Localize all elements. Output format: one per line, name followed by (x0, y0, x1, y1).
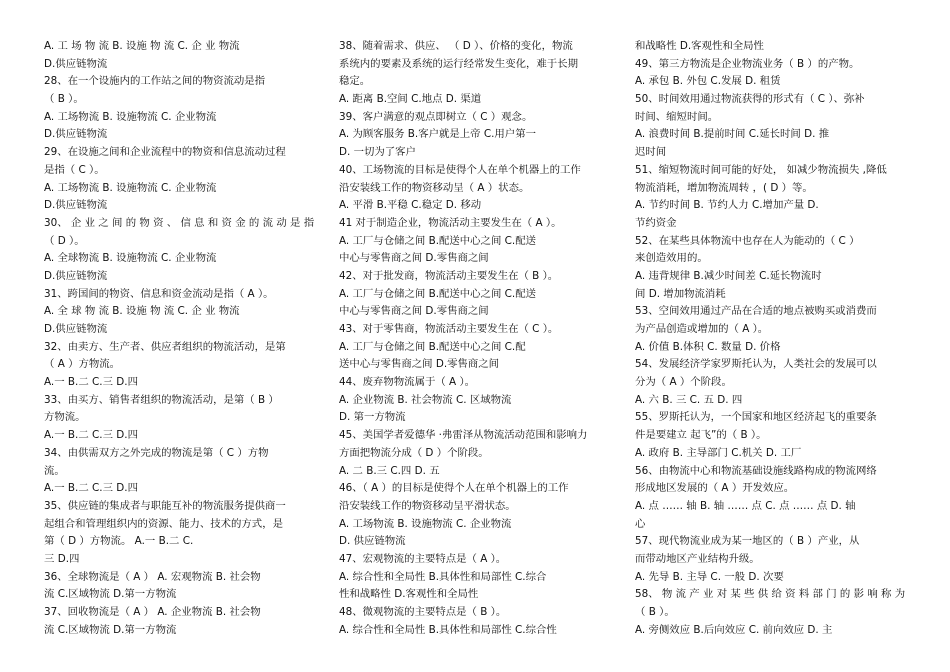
text-line: （ D ）。 (44, 234, 85, 247)
text-line: 是指（ C ）。 (44, 163, 105, 176)
text-line: A. 工 场 物 流 B. 设施 物 流 C. 企 业 物流 (44, 40, 240, 52)
text-line: A. 工厂与仓储之间 B.配送中心之间 C.配 (339, 340, 526, 353)
text-line: 件是要建立 起飞”的（ B ）。 (635, 429, 767, 442)
text-line: D.供应链物流 (44, 269, 108, 282)
text-line: 42、对于批发商，物流活动主要发生在（ B ）。 (339, 269, 559, 282)
text-line: 而带动地区产业结构升级。 (635, 552, 760, 565)
text-column-right (635, 38, 911, 639)
text-line: A. 综合性和全局性 B.具体性和局部性 C.综合 (339, 570, 547, 583)
text-line: 44、废弃物物流属于（ A ）。 (339, 376, 476, 389)
text-line: 31、跨国间的物资、信息和资金流动是指（ A ）。 (44, 287, 274, 300)
text-line: A. 浪费时间 B.提前时间 C.延长时间 D. 推 (635, 128, 830, 141)
text-line: 送中心与零售商之间 D.零售商之间 (339, 358, 500, 371)
text-line: 41 对于制造企业，物流活动主要发生在（ A ）。 (339, 216, 562, 229)
text-line: A. 点 …… 轴 B. 轴 …… 点 C. 点 …… 点 D. 轴 (635, 499, 856, 512)
text-line: 分为（ A ）个阶段。 (635, 376, 732, 389)
text-line: A. 节约时间 B. 节约人力 C.增加产量 D. (635, 199, 819, 212)
text-line: D. 第一方物流 (339, 411, 406, 424)
text-line: 节约资金 (635, 216, 677, 229)
text-line: 流。 (44, 464, 65, 477)
text-line: 48、微观物流的主要特点是（ B ）。 (339, 606, 507, 618)
text-line: A. 六 B. 三 C. 五 D. 四 (635, 393, 743, 406)
text-line: 43、对于零售商，物流活动主要发生在（ C ）。 (339, 323, 559, 335)
text-line: 34、由供需双方之外完成的物流是第（ C ）方物 (44, 446, 269, 459)
text-line: 38、随着需求、供应、 （ D ）、价格的变化，物流 (339, 40, 573, 52)
text-line: A. 综合性和全局性 B.具体性和局部性 C.综合性 (339, 623, 557, 636)
text-line: 58、 物 流 产 业 对 某 些 供 给 资 料 部 门 的 影 响 称 为 (635, 588, 906, 601)
text-line: 沿安装线工作的物资移动呈（ A ）状态。 (339, 181, 530, 194)
text-line: 流 C.区域物流 D.第一方物流 (44, 623, 177, 636)
text-line: 稳定。 (339, 75, 371, 88)
text-line: 33、由买方、销售者组织的物流活动，是第（ B ） (44, 393, 279, 406)
text-line: A.一 B.二 C.三 D.四 (44, 429, 138, 442)
text-line: 为产品创造或增加的（ A ）。 (635, 323, 769, 335)
text-line: A. 承包 B. 外包 C.发展 D. 租赁 (635, 75, 781, 88)
text-line: （ B ）。 (44, 93, 84, 106)
text-line: 30、 企 业 之 间 的 物 资 、 信 息 和 资 金 的 流 动 是 指 (44, 216, 315, 229)
text-line: 29、在设施之间和企业流程中的物资和信息流动过程 (44, 146, 286, 159)
text-line: 心 (635, 517, 646, 530)
text-line: 迟时间 (635, 146, 667, 159)
text-line: A. 为顾客服务 B.客户就是上帝 C.用户第一 (339, 128, 536, 141)
text-line: A. 工场物流 B. 设施物流 C. 企业物流 (339, 517, 512, 530)
text-line: 57、现代物流业成为某一地区的（ B ）产业，从 (635, 535, 860, 548)
text-line: A. 工厂与仓储之间 B.配送中心之间 C.配送 (339, 287, 536, 300)
text-line: 方面把物流分成（ D ）个阶段。 (339, 446, 489, 459)
text-line: 方物流。 (44, 411, 86, 424)
text-line: 沿安装线工作的物资移动呈平滑状态。 (339, 499, 516, 512)
text-line: A. 二 B.三 C.四 D. 五 (339, 464, 440, 477)
text-line: A. 工场物流 B. 设施物流 C. 企业物流 (44, 110, 217, 123)
text-line: 和战略性 D.客观性和全局性 (635, 40, 764, 52)
text-line: 36、全球物流是（ A ） A. 宏观物流 B. 社会物 (44, 570, 261, 583)
text-line: 性和战略性 D.客观性和全局性 (339, 588, 479, 601)
text-line: D.供应链物流 (44, 57, 108, 70)
text-line: A. 先导 B. 主导 C. 一般 D. 次要 (635, 570, 784, 583)
text-line: D. 一切为了客户 (339, 146, 416, 159)
text-line: A. 距离 B.空间 C.地点 D. 渠道 (339, 93, 482, 106)
text-line: A. 平滑 B.平稳 C.稳定 D. 移动 (339, 199, 482, 212)
text-line: 45、美国学者爱德华 ·弗雷泽从物流活动范围和影响力 (339, 429, 588, 442)
text-line: 形成地区发展的（ A ）开发效应。 (635, 482, 795, 495)
text-line: A. 工厂与仓储之间 B.配送中心之间 C.配送 (339, 234, 536, 247)
text-line: 三 D.四 (44, 552, 80, 565)
text-line: 56、由物流中心和物流基础设施线路构成的物流网络 (635, 464, 877, 477)
text-line: （ B ）。 (635, 606, 675, 618)
text-line: A. 全球物流 B. 设施物流 C. 企业物流 (44, 252, 217, 265)
text-line: A. 违背规律 B.减少时间差 C.延长物流时 (635, 269, 822, 282)
text-line: 中心与零售商之间 D.零售商之间 (339, 305, 489, 318)
text-line: 55、罗斯托认为，一个国家和地区经济起飞的重要条 (635, 411, 877, 424)
text-line: A. 全 球 物 流 B. 设施 物 流 C. 企 业 物流 (44, 305, 240, 318)
text-line: A.一 B.二 C.三 D.四 (44, 482, 138, 495)
text-line: D. 供应链物流 (339, 535, 406, 548)
text-line: 35、供应链的集成者与职能互补的物流服务提供商一 (44, 499, 286, 512)
text-line: 49、第三方物流是企业物流业务（ B ）的产物。 (635, 57, 860, 70)
text-line: 47、宏观物流的主要特点是（ A ）。 (339, 552, 507, 565)
text-line: D.供应链物流 (44, 128, 108, 141)
text-line: 46、（ A ）的目标是使得个人在单个机器上的工作 (339, 482, 569, 495)
text-line: 起组合和管理组织内的资源、能力、技术的方式，是 (44, 517, 283, 530)
text-line: A. 企业物流 B. 社会物流 C. 区域物流 (339, 393, 512, 406)
text-line: 时间、缩短时间。 (635, 110, 719, 123)
text-line: A.一 B.二 C.三 D.四 (44, 376, 138, 389)
text-line: 间 D. 增加物流消耗 (635, 287, 726, 300)
text-column-left (44, 38, 334, 639)
text-line: 40、工场物流的目标是使得个人在单个机器上的工作 (339, 163, 581, 176)
text-line: A. 旁侧效应 B.后向效应 C. 前向效应 D. 主 (635, 623, 833, 636)
text-line: A. 政府 B. 主导部门 C.机关 D. 工厂 (635, 446, 802, 459)
text-line: 32、由卖方、生产者、供应者组织的物流活动，是第 (44, 340, 286, 353)
text-line: A. 价值 B.体积 C. 数量 D. 价格 (635, 340, 781, 353)
text-line: A. 工场物流 B. 设施物流 C. 企业物流 (44, 181, 217, 194)
text-line: 流 C.区域物流 D.第一方物流 (44, 588, 177, 601)
text-line: 第（ D ）方物流。 A.一 B.二 C. (44, 535, 194, 548)
text-line: 28、在一个设施内的工作站之间的物资流动是指 (44, 75, 266, 88)
text-line: D.供应链物流 (44, 323, 108, 335)
text-line: 来创造效用的。 (635, 252, 708, 265)
text-line: D.供应链物流 (44, 199, 108, 212)
text-line: 53、空间效用通过产品在合适的地点被购买或消费而 (635, 305, 877, 318)
text-line: 51、缩短物流时间可能的好处， 如减少物流损失 ,降低 (635, 163, 887, 176)
text-line: 37、回收物流是（ A ） A. 企业物流 B. 社会物 (44, 606, 261, 618)
text-line: 54、发展经济学家罗斯托认为，人类社会的发展可以 (635, 358, 877, 371)
text-line: 物流消耗，增加物流周转 ，( D ）等。 (635, 181, 813, 194)
text-line: 系统内的要素及系统的运行经常发生变化，难于长期 (339, 57, 578, 70)
text-line: 50、时间效用通过物流获得的形式有（ C ）、弥补 (635, 93, 865, 106)
text-line: 39、客户满意的观点即树立（ C ）观念。 (339, 110, 533, 123)
text-line: （ A ）方物流。 (44, 358, 121, 371)
text-line: 中心与零售商之间 D.零售商之间 (339, 252, 489, 265)
text-line: 52、在某些具体物流中也存在人为能动的（ C ） (635, 234, 860, 247)
text-column-middle (339, 38, 629, 639)
